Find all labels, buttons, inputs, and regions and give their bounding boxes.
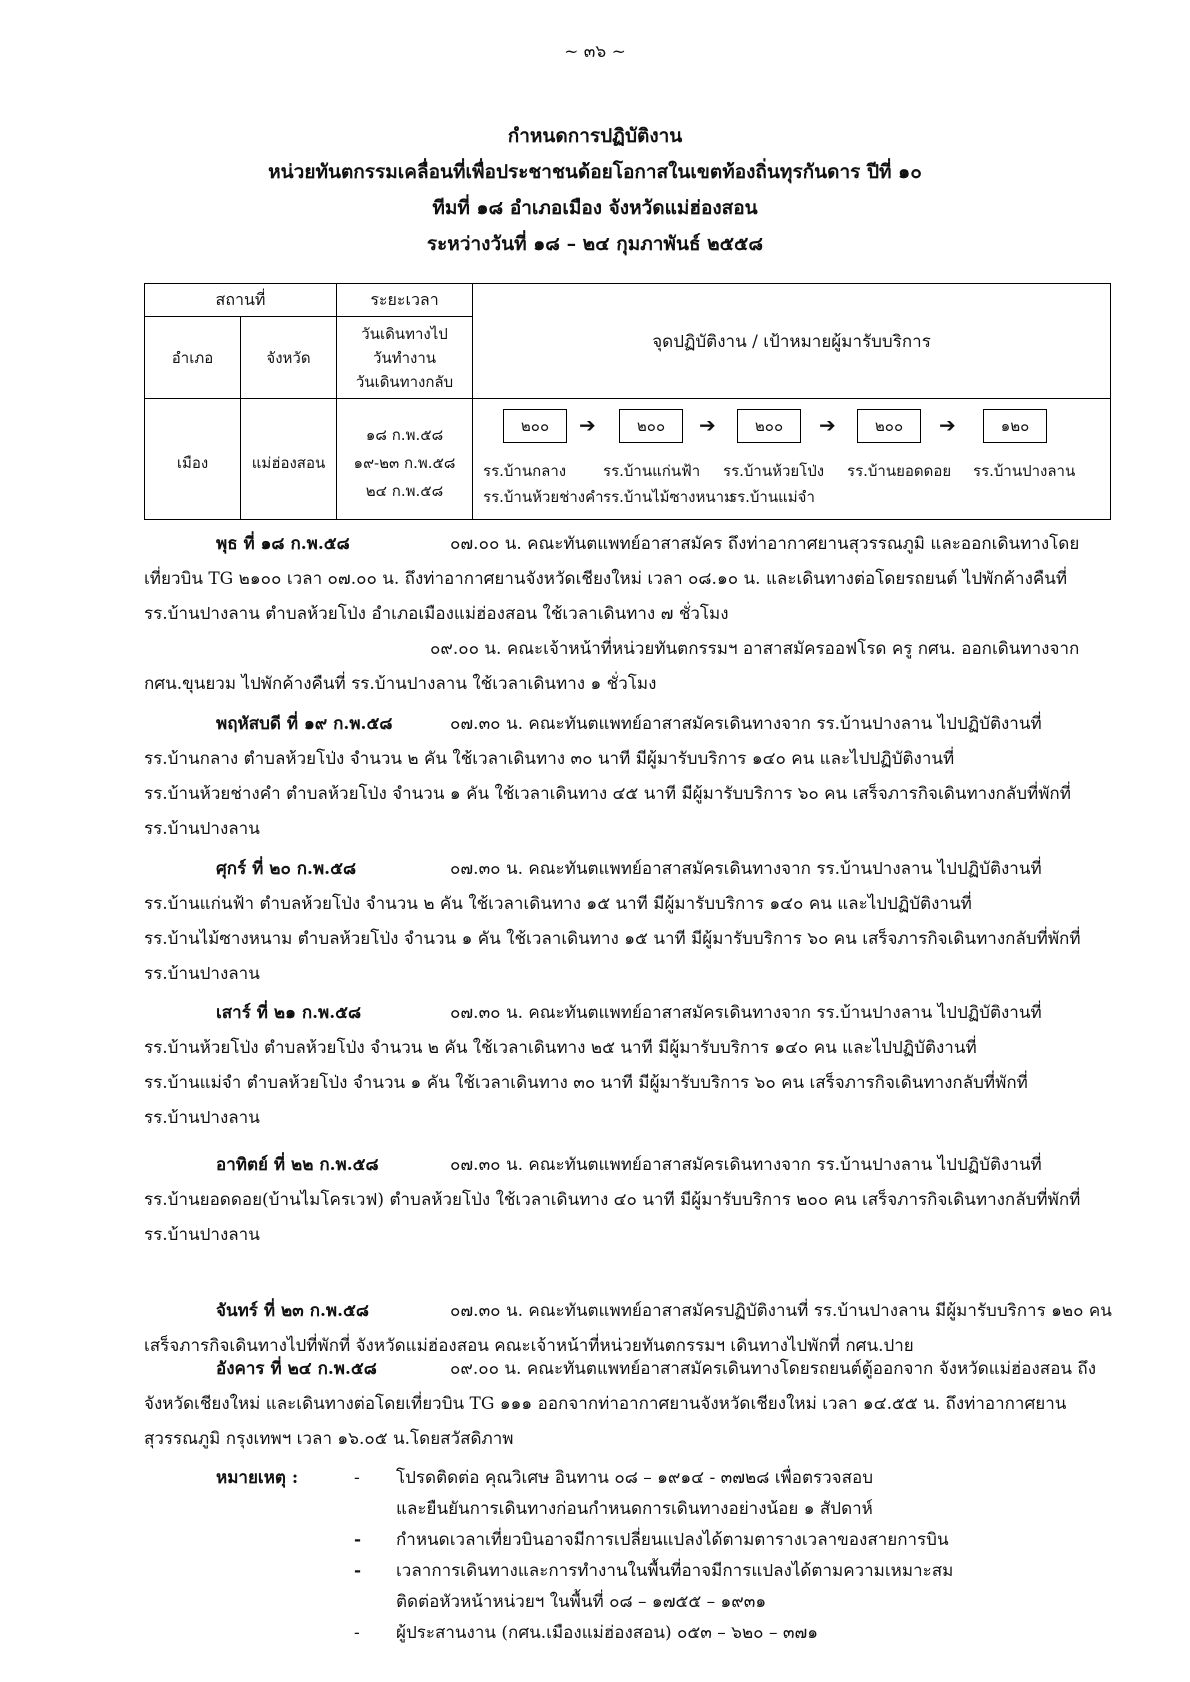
day-label: พฤหัสบดี ที่ ๑๙ ก.พ.๕๘ — [216, 714, 393, 734]
target-flow — [473, 409, 1111, 445]
school-label: รร.บ้านห้วยโป่ง — [723, 462, 825, 480]
date-work: ๑๙-๒๓ ก.พ.๕๘ — [353, 454, 456, 472]
school-label: รร.บ้านแก่นฟ้า — [603, 462, 701, 480]
note-line: ติดต่อหัวหน้าหน่วยฯ ในพื้นที่ ๐๘ – ๑๗๕๕ – ๑๙๓๑ — [396, 1592, 767, 1612]
day-text: รร.บ้านปางลาน — [144, 819, 260, 839]
day-text: สุวรรณภูมิ กรุงเทพฯ เวลา ๑๖.๐๕ น.โดยสวัสดิภาพ — [144, 1429, 514, 1449]
day-text: รร.บ้านปางลาน — [144, 964, 260, 984]
day-text: กศน.ขุนยวม ไปพักค้างคืนที่ รร.บ้านปางลาน ใช้เวลาเดินทาง ๑ ชั่วโมง — [144, 674, 657, 694]
header-province: จังหวัด — [241, 317, 337, 399]
day-label: อังคาร ที่ ๒๔ ก.พ.๕๘ — [216, 1359, 377, 1379]
day-text: ๐๗.๓๐ น. คณะทันตแพทย์อาสาสมัครเดินทางจาก รร.บ้านปางลาน ไปปฏิบัติงานที่ — [450, 1155, 1042, 1175]
schedule-day-20 — [144, 852, 1110, 992]
day-text: จังหวัดเชียงใหม่ และเดินทางต่อโดยเที่ยวบิน TG ๑๑๑ ออกจากท่าอากาศยานจังหวัดเชียงใหม่ เวลา ๑๔.๕๕ น. ถึงท่าอากาศยาน — [144, 1394, 1067, 1414]
schedule-day-21 — [144, 996, 1110, 1136]
date-depart: ๑๘ ก.พ.๕๘ — [365, 426, 444, 444]
day-text: ๐๗.๓๐ น. คณะทันตแพทย์อาสาสมัครปฏิบัติงานที่ รร.บ้านปางลาน มีผู้มารับบริการ ๑๒๐ คน — [450, 1301, 1112, 1321]
note-line: เวลาการเดินทางและการทำงานในพื้นที่อาจมีการแปลงได้ตามความเหมาะสม — [396, 1561, 954, 1581]
day-label: จันทร์ ที่ ๒๓ ก.พ.๕๘ — [216, 1301, 370, 1321]
target-box: ๒๐๐ — [857, 409, 921, 443]
day-text: ๐๗.๓๐ น. คณะทันตแพทย์อาสาสมัครเดินทางจาก รร.บ้านปางลาน ไปปฏิบัติงานที่ — [450, 1003, 1042, 1023]
target-box: ๑๒๐ — [983, 409, 1047, 443]
day-label: ศุกร์ ที่ ๒๐ ก.พ.๕๘ — [216, 859, 357, 879]
document-title — [0, 118, 1190, 262]
arrow-icon: ➔ — [939, 413, 956, 437]
cell-dates — [337, 399, 473, 520]
schedule-day-22 — [144, 1148, 1110, 1253]
header-target: จุดปฏิบัติงาน / เป้าหมายผู้มารับบริการ — [473, 284, 1111, 399]
day-text: ๐๙.๐๐ น. คณะเจ้าหน้าที่หน่วยทันตกรรมฯ อาสาสมัครออฟโรด ครู กศน. ออกเดินทางจาก — [430, 639, 1080, 659]
schedule-table — [144, 283, 1111, 520]
dash-bullet: - — [354, 1623, 360, 1643]
day-text: รร.บ้านแม่จำ ตำบลห้วยโป่ง จำนวน ๑ คัน ใช้เวลาเดินทาง ๓๐ นาที มีผู้มารับบริการ ๖๐ คน เสร็จภารกิจเดินทางกลับที่พักที่ — [144, 1073, 1028, 1093]
date-return: ๒๔ ก.พ.๕๘ — [365, 482, 444, 500]
header-district: อำเภอ — [145, 317, 241, 399]
title-line-1: กำหนดการปฏิบัติงาน — [507, 125, 683, 147]
day-label: เสาร์ ที่ ๒๑ ก.พ.๕๘ — [216, 1003, 362, 1023]
note-line: โปรดติดต่อ คุณวิเศษ อินทาน ๐๘ – ๑๙๑๔ - ๓๗๒๘ เพื่อตรวจสอบ — [396, 1468, 873, 1488]
day-text: รร.บ้านกลาง ตำบลห้วยโป่ง จำนวน ๒ คัน ใช้เวลาเดินทาง ๓๐ นาที มีผู้มารับบริการ ๑๔๐ คน และไปปฏิบัติงานที่ — [144, 749, 955, 769]
day-text: รร.บ้านปางลาน ตำบลห้วยโป่ง อำเภอเมืองแม่ฮ่องสอน ใช้เวลาเดินทาง ๗ ชั่วโมง — [144, 604, 729, 624]
dash-bullet: - — [354, 1561, 362, 1581]
schedule-day-24 — [144, 1352, 1110, 1457]
page-number: ~ ๓๖ ~ — [564, 42, 626, 62]
day-text: รร.บ้านปางลาน — [144, 1108, 260, 1128]
arrow-icon: ➔ — [819, 413, 836, 437]
time-label-return: วันเดินทางกลับ — [355, 372, 454, 391]
school-label: รร.บ้านแม่จำ — [729, 488, 815, 506]
title-line-4: ระหว่างวันที่ ๑๘ – ๒๔ กุมภาพันธ์ ๒๕๕๘ — [426, 233, 764, 255]
school-label: รร.บ้านห้วยช่างคำ — [483, 488, 604, 506]
school-label: รร.บ้านกลาง — [483, 462, 567, 480]
title-line-2: หน่วยทันตกรรมเคลื่อนที่เพื่อประชาชนด้อยโอกาสในเขตท้องถิ่นทุรกันดาร ปีที่ ๑๐ — [268, 161, 922, 183]
header-time: ระยะเวลา — [337, 284, 473, 317]
schedule-day-18 — [144, 527, 1110, 702]
title-line-3: ทีมที่ ๑๘ อำเภอเมือง จังหวัดแม่ฮ่องสอน — [432, 197, 758, 219]
notes-label: หมายเหตุ : — [216, 1468, 299, 1488]
arrow-icon: ➔ — [699, 413, 716, 437]
day-text: ๐๗.๓๐ น. คณะทันตแพทย์อาสาสมัครเดินทางจาก รร.บ้านปางลาน ไปปฏิบัติงานที่ — [450, 714, 1042, 734]
time-label-work: วันทำงาน — [373, 348, 437, 367]
school-label: รร.บ้านไม้ซางหนาม — [603, 488, 734, 506]
time-label-depart: วันเดินทางไป — [361, 324, 448, 343]
target-box: ๒๐๐ — [619, 409, 683, 443]
day-text: รร.บ้านไม้ซางหนาม ตำบลห้วยโป่ง จำนวน ๑ คัน ใช้เวลาเดินทาง ๑๕ นาที มีผู้มารับบริการ ๖๐ คน เสร็จภารกิจเดินทางกลับที่พักที่ — [144, 929, 1081, 949]
day-text: เที่ยวบิน TG ๒๑๐๐ เวลา ๐๗.๐๐ น. ถึงท่าอากาศยานจังหวัดเชียงใหม่ เวลา ๐๘.๑๐ น. และเดินทางต่อโดยรถยนต์ ไปพักค้างคืนที่ — [144, 569, 1068, 589]
day-text: รร.บ้านห้วยโป่ง ตำบลห้วยโป่ง จำนวน ๒ คัน ใช้เวลาเดินทาง ๒๕ นาที มีผู้มารับบริการ ๑๔๐ คน และไปปฏิบัติงานที่ — [144, 1038, 977, 1058]
day-text: ๐๗.๓๐ น. คณะทันตแพทย์อาสาสมัครเดินทางจาก รร.บ้านปางลาน ไปปฏิบัติงานที่ — [450, 859, 1042, 879]
dash-bullet: - — [354, 1530, 362, 1550]
header-place: สถานที่ — [145, 284, 337, 317]
day-text: เสร็จภารกิจเดินทางไปที่พักที่ จังหวัดแม่ฮ่องสอน คณะเจ้าหน้าที่หน่วยทันตกรรมฯ เดินทางไปพักที่ กศน.ปาย — [144, 1336, 914, 1356]
target-box: ๒๐๐ — [503, 409, 567, 443]
day-text: ๐๗.๐๐ น. คณะทันตแพทย์อาสาสมัคร ถึงท่าอากาศยานสุวรรณภูมิ และออกเดินทางโดย — [450, 534, 1080, 554]
day-text: รร.บ้านปางลาน — [144, 1225, 260, 1245]
cell-targets — [473, 399, 1111, 520]
day-text: ๐๙.๐๐ น. คณะทันตแพทย์อาสาสมัครเดินทางโดยรถยนต์ตู้ออกจาก จังหวัดแม่ฮ่องสอน ถึง — [450, 1359, 1097, 1379]
day-label: อาทิตย์ ที่ ๒๒ ก.พ.๕๘ — [216, 1155, 379, 1175]
note-line: และยืนยันการเดินทางก่อนกำหนดการเดินทางอย่างน้อย ๑ สัปดาห์ — [396, 1499, 873, 1519]
day-text: รร.บ้านห้วยช่างคำ ตำบลห้วยโป่ง จำนวน ๑ คัน ใช้เวลาเดินทาง ๔๕ นาที มีผู้มารับบริการ ๖๐ คน เสร็จภารกิจเดินทางกลับที่พักที่ — [144, 784, 1071, 804]
dash-bullet: - — [354, 1468, 360, 1488]
school-label: รร.บ้านปางลาน — [973, 462, 1076, 480]
header-time-labels — [337, 317, 473, 399]
target-box: ๒๐๐ — [737, 409, 801, 443]
day-label: พุธ ที่ ๑๘ ก.พ.๕๘ — [216, 534, 350, 554]
arrow-icon: ➔ — [579, 413, 596, 437]
note-line: ผู้ประสานงาน (กศน.เมืองแม่ฮ่องสอน) ๐๕๓ – ๖๒๐ – ๓๗๑ — [396, 1623, 819, 1643]
schedule-day-19 — [144, 707, 1110, 847]
school-label: รร.บ้านยอดดอย — [847, 462, 952, 480]
note-line: กำหนดเวลาเที่ยวบินอาจมีการเปลี่ยนแปลงได้ตามตารางเวลาของสายการบิน — [396, 1530, 949, 1550]
cell-district: เมือง — [145, 399, 241, 520]
cell-province: แม่ฮ่องสอน — [241, 399, 337, 520]
day-text: รร.บ้านยอดดอย(บ้านไมโครเวฟ) ตำบลห้วยโป่ง ใช้เวลาเดินทาง ๔๐ นาที มีผู้มารับบริการ ๒๐๐ คน เสร็จภารกิจเดินทางกลับที่พักที่ — [144, 1190, 1081, 1210]
day-text: รร.บ้านแก่นฟ้า ตำบลห้วยโป่ง จำนวน ๒ คัน ใช้เวลาเดินทาง ๑๕ นาที มีผู้มารับบริการ ๑๔๐ คน และไปปฏิบัติงานที่ — [144, 894, 972, 914]
